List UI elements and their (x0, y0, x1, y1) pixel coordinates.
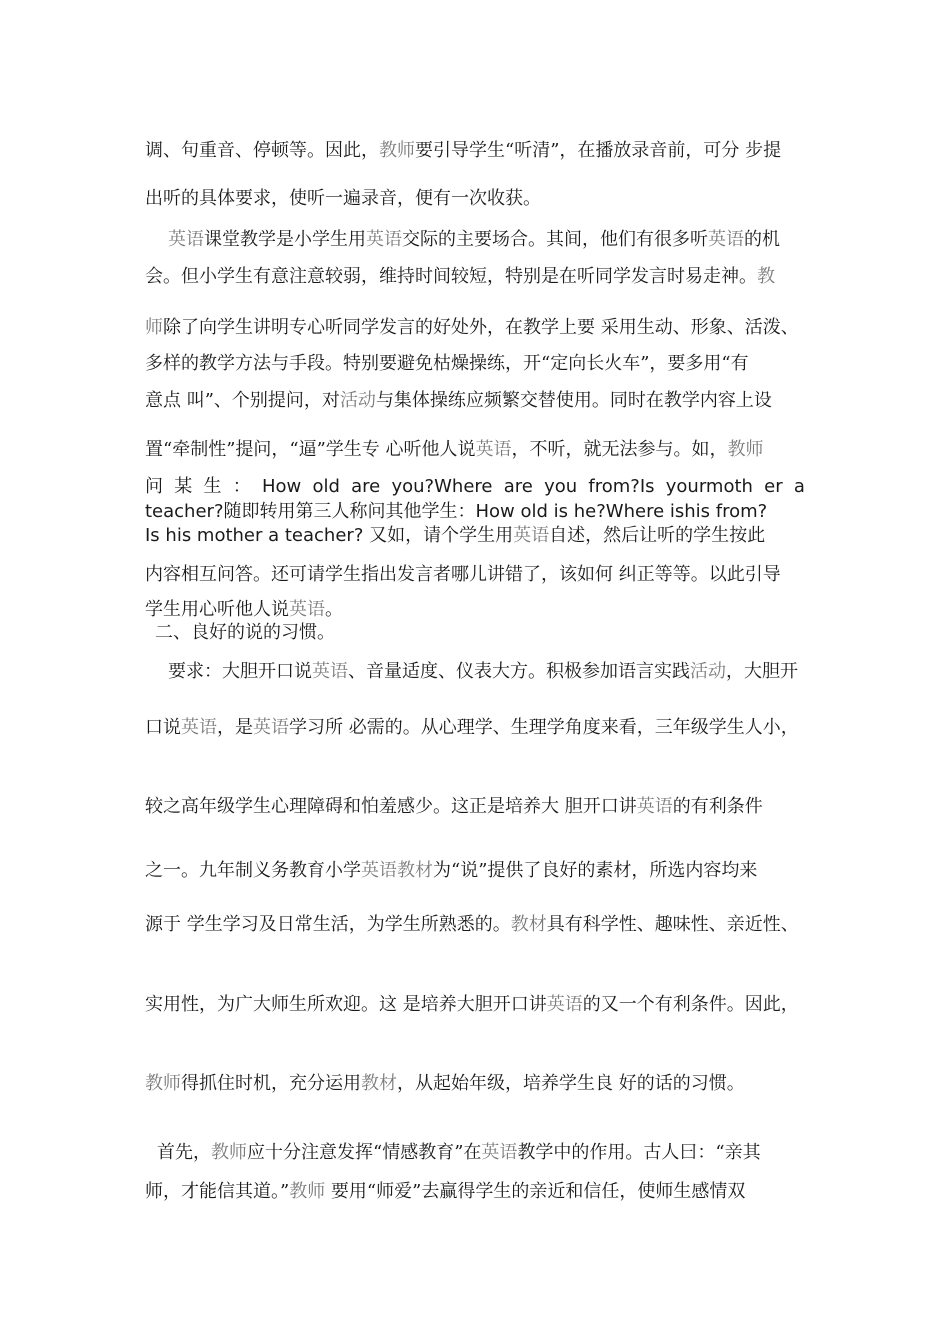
text-run: 的又一个有利条件。因此， (582, 994, 799, 1015)
text-run: ，不听，就无法参与。如， (511, 439, 728, 460)
keyword-link-text: 英语 (546, 994, 583, 1015)
text-run: 得抓住时机，充分运用 (181, 1073, 361, 1094)
text-line (145, 389, 772, 413)
keyword-link-text: 英语 (475, 439, 512, 460)
text-run: 学生用心听他人说 (145, 599, 289, 620)
text-run: 口说 (145, 717, 181, 738)
text-line (145, 187, 541, 211)
keyword-link-text: 英语 (312, 661, 348, 682)
keyword-link-text: 教师 (289, 1181, 326, 1202)
word: from?Is (588, 476, 655, 497)
text-run: 又如，请个学生用 (369, 525, 514, 546)
text-run: 学习所 必需的。从心理学、生理学角度来看，三年级学生人小， (289, 717, 799, 738)
text-run: 自述，然后让听的学生按此 (549, 525, 766, 546)
keyword-link-text: 英语 (366, 229, 402, 250)
text-line (145, 716, 799, 740)
text-run: 的有利条件 (672, 796, 763, 817)
text-run: 会。但小学生有意注意较弱，维持时间较短，特别是在听同学发言时易走神。 (145, 266, 757, 287)
word: er (764, 476, 783, 497)
word: How (261, 476, 302, 497)
text-run: 置“牵制性”提问，“逼”学生专 心听他人说 (145, 439, 476, 460)
keyword-link-text: 教材 (510, 914, 547, 935)
word: you?Where (391, 476, 493, 497)
word: you (544, 476, 578, 497)
english-run: Is his mother a teacher? (145, 525, 370, 546)
text-run: 课堂教学是小学生用 (204, 229, 366, 250)
keyword-link-text: 英语 (289, 599, 325, 620)
keyword-link-text: 教材 (361, 1073, 397, 1094)
text-line (157, 1141, 761, 1165)
text-run: 意点 叫”、个别提问，对 (145, 390, 340, 411)
text-line (168, 660, 798, 684)
keyword-link-text: 活动 (339, 390, 376, 411)
word: old (312, 476, 340, 497)
text-line (145, 316, 799, 340)
text-line (145, 352, 749, 376)
keyword-link-text: 活动 (690, 661, 726, 682)
text-line (145, 139, 781, 163)
word: yourmoth (665, 476, 753, 497)
keyword-link-text: 教师 (145, 1073, 181, 1094)
text-run: 二、良好的说的习惯。 (155, 622, 335, 643)
text-run: ，从起始年级，培养学生良 好的话的习惯。 (397, 1073, 745, 1094)
text-run: 之一。九年制义务教育小学 (145, 860, 361, 881)
text-line (145, 475, 805, 499)
text-line (145, 563, 781, 587)
text-line (168, 228, 780, 252)
text-run: 多样的教学方法与手段。特别要避免枯燥操练，开“定向长火车”，要多用“有 (145, 353, 749, 374)
text-run: 实用性，为广大师生所欢迎。这 是培养大胆开口讲 (145, 994, 547, 1015)
text-run: 源于 学生学习及日常生活，为学生所熟悉的。 (145, 914, 511, 935)
text-line (145, 265, 775, 289)
word: teacher?随即转用第三人称问其他学生：How old is he?Where ishis from? (145, 501, 768, 522)
text-run: 。 (325, 599, 343, 620)
word: 某 (174, 476, 193, 497)
keyword-link-text: 师 (145, 317, 163, 338)
text-run: 要引导学生“听清”，在播放录音前，可分 步提 (415, 140, 782, 161)
keyword-link-text: 英语 (253, 717, 289, 738)
keyword-link-text: 英语教材 (361, 860, 433, 881)
text-run: 要求：大胆开口说 (168, 661, 312, 682)
word: are (351, 476, 381, 497)
section-heading (155, 621, 335, 645)
text-run: 教学中的作用。古人曰：“亲其 (517, 1142, 761, 1163)
text-run: 内容相互问答。还可请学生指出发言者哪儿讲错了，该如何 纠正等等。以此引导 (145, 564, 781, 585)
text-line (145, 500, 805, 524)
keyword-link-text: 教师 (211, 1142, 247, 1163)
text-run: 较之高年级学生心理障碍和怕羞感少。这正是培养大 胆开口讲 (145, 796, 637, 817)
keyword-link-text: 教 (757, 266, 775, 287)
text-run: 与集体操练应频繁交替使用。同时在教学内容上设 (375, 390, 772, 411)
text-line (145, 859, 757, 883)
text-line (145, 1072, 745, 1096)
word: a (793, 476, 805, 497)
keyword-link-text: 英语 (481, 1142, 518, 1163)
keyword-link-text: 英语 (636, 796, 673, 817)
word: 问 (145, 476, 163, 497)
text-line (145, 795, 763, 819)
text-line (145, 1180, 745, 1204)
text-run: 、音量适度、仪表大方。积极参加语言实践 (348, 661, 690, 682)
text-run: 交际的主要场合。其间，他们有很多听 (402, 229, 708, 250)
text-run: ，是 (217, 717, 253, 738)
text-run: 具有科学性、趣味性、亲近性、 (546, 914, 799, 935)
text-run: 调、句重音、停顿等。因此， (145, 140, 379, 161)
text-line (145, 438, 764, 462)
text-line (145, 524, 765, 548)
keyword-link-text: 英语 (708, 229, 744, 250)
text-line (145, 598, 343, 622)
text-run: 的机 (744, 229, 780, 250)
word: 生 (203, 476, 222, 497)
word: ： (232, 476, 251, 497)
text-run: 除了向学生讲明专心听同学发言的好处外，在教学上要 采用生动、形象、活泼、 (163, 317, 799, 338)
keyword-link-text: 教师 (727, 439, 764, 460)
keyword-link-text: 教师 (379, 140, 415, 161)
keyword-link-text: 英语 (181, 717, 217, 738)
text-run: ，大胆开 (726, 661, 798, 682)
keyword-link-text: 英语 (168, 229, 204, 250)
text-run: 出听的具体要求，使听一遍录音，便有一次收获。 (145, 188, 541, 209)
text-run: 首先， (157, 1142, 211, 1163)
word: are (503, 476, 533, 497)
text-run: 应十分注意发挥“情感教育”在 (247, 1142, 482, 1163)
text-run: 师，才能信其道。” (145, 1181, 290, 1202)
text-run: 为“说”提供了良好的素材，所选内容均来 (433, 860, 758, 881)
keyword-link-text: 英语 (513, 525, 550, 546)
text-run: 要用“师爱”去赢得学生的亲近和信任，使师生感情双 (325, 1181, 746, 1202)
text-line (145, 913, 799, 937)
text-line (145, 993, 799, 1017)
